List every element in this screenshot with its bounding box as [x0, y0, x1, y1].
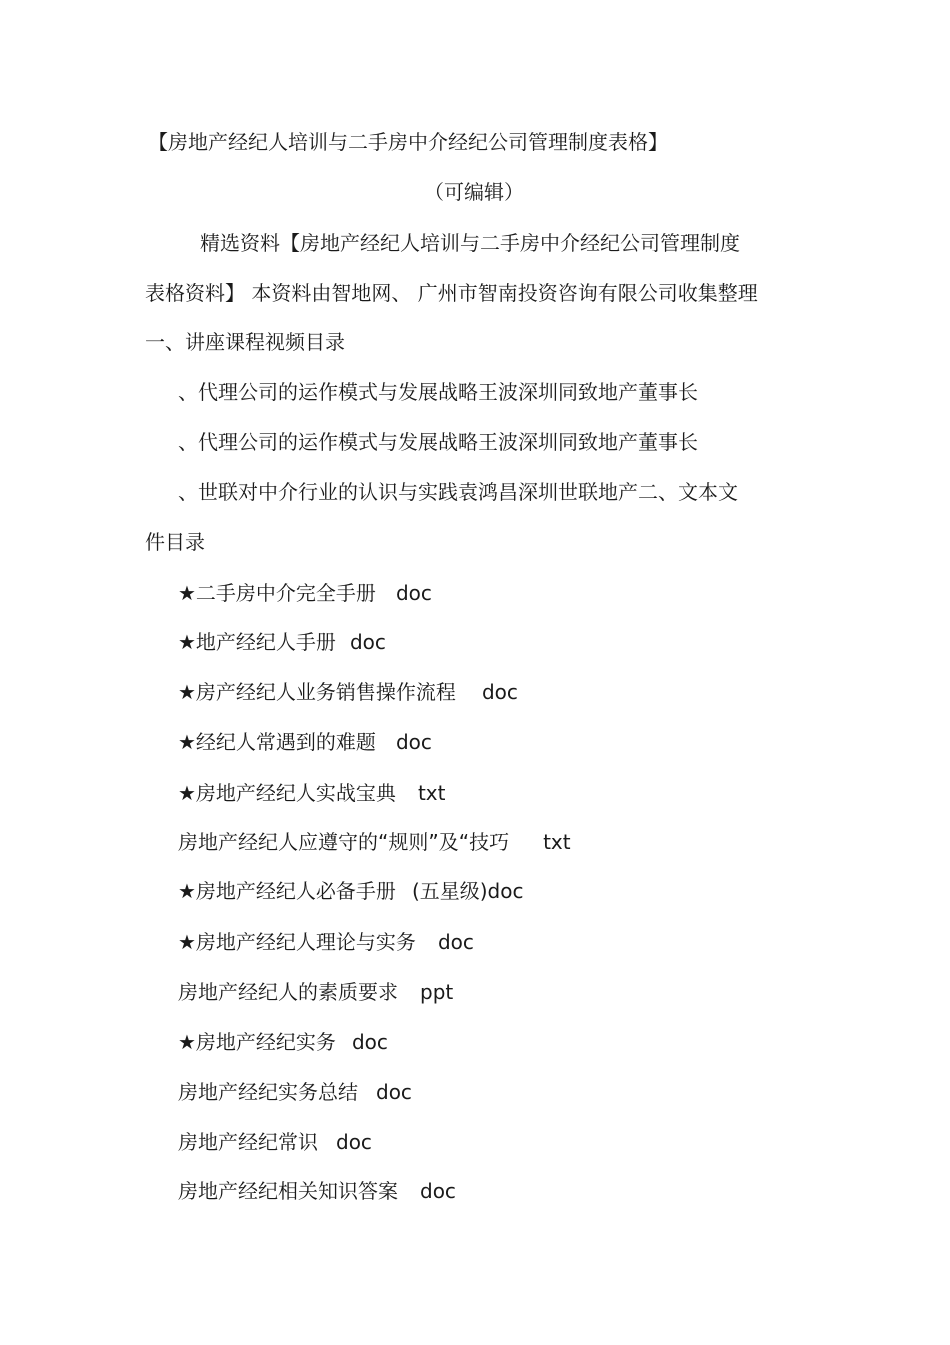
video-list-item: 、代理公司的运作模式与发展战略王波深圳同致地产董事长 [178, 380, 698, 404]
file-extension: doc [336, 1130, 372, 1154]
file-name: 房地产经纪人的素质要求 [178, 980, 398, 1004]
file-list-item [178, 1028, 388, 1056]
file-name: ★房地产经纪实务 [178, 1030, 336, 1054]
file-name: ★地产经纪人手册 [178, 630, 336, 654]
file-name: 房地产经纪实务总结 [178, 1080, 358, 1104]
file-name: 房地产经纪常识 [178, 1130, 318, 1154]
file-name: ★二手房中介完全手册 [178, 581, 376, 605]
file-extension: txt [417, 781, 446, 805]
document-title: 【房地产经纪人培训与二手房中介经纪公司管理制度表格】 [148, 130, 668, 154]
file-list-item [178, 579, 432, 607]
file-extension: doc [351, 1030, 388, 1054]
file-extension: doc [376, 1080, 412, 1104]
video-list-item: 、世联对中介行业的认识与实践袁鸿昌深圳世联地产二、文本文 [178, 480, 738, 504]
file-extension: ppt [420, 980, 454, 1004]
file-list-item [178, 628, 386, 656]
file-extension: doc [420, 1179, 456, 1203]
file-extension: doc [395, 730, 432, 754]
file-list-item [178, 1078, 412, 1106]
section-heading-continuation: 件目录 [145, 530, 205, 554]
section-heading-video-catalog: 一、讲座课程视频目录 [145, 330, 345, 354]
file-name: ★房地产经纪人实战宝典 [178, 781, 396, 805]
file-list-item [178, 978, 453, 1006]
intro-paragraph-line-1: 精选资料【房地产经纪人培训与二手房中介经纪公司管理制度 [200, 231, 740, 255]
file-extension: txt [543, 830, 571, 854]
file-list-item [178, 728, 432, 756]
file-name: 房地产经纪人应遵守的“规则”及“技巧 [178, 830, 510, 854]
file-list-item [178, 877, 523, 905]
file-extension: doc [395, 581, 432, 605]
file-extension: (五星级)doc [411, 879, 524, 903]
intro-paragraph-line-2: 表格资料】 本资料由智地网、 广州市智南投资咨询有限公司收集整理 [145, 281, 758, 305]
file-list-item [178, 678, 518, 706]
file-name: ★经纪人常遇到的难题 [178, 730, 376, 754]
file-extension: doc [481, 680, 518, 704]
file-name: ★房地产经纪人必备手册 [178, 879, 396, 903]
file-list-item [178, 928, 474, 956]
file-extension: doc [349, 630, 386, 654]
file-name: 房地产经纪相关知识答案 [178, 1179, 398, 1203]
file-extension: doc [437, 930, 474, 954]
video-list-item: 、代理公司的运作模式与发展战略王波深圳同致地产董事长 [178, 430, 698, 454]
file-list-item [178, 828, 571, 856]
file-list-item [178, 1128, 372, 1156]
file-list-item [178, 1177, 456, 1205]
file-name: ★房地产经纪人理论与实务 [178, 930, 416, 954]
document-title-editable-note: （可编辑） [424, 180, 524, 204]
file-list-item [178, 779, 445, 807]
file-name: ★房产经纪人业务销售操作流程 [178, 680, 456, 704]
